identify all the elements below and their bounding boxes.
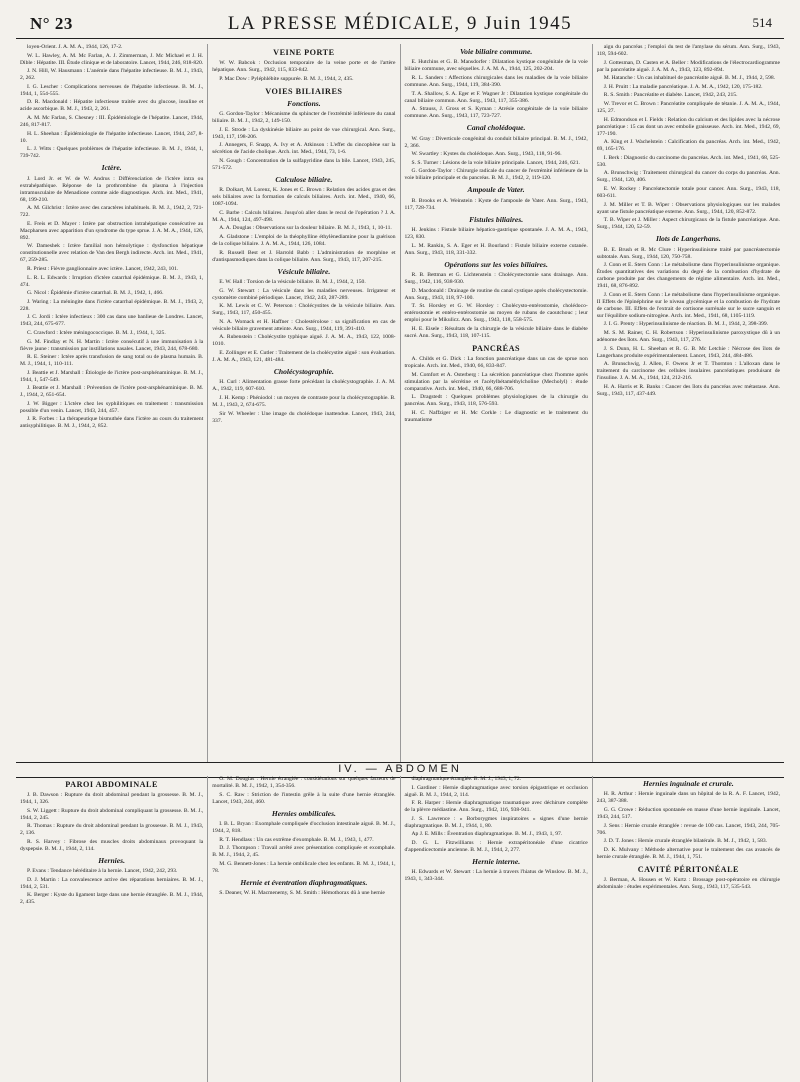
bibliography-entry: J. Beattie et J. Marshall : Prévention de l'ictère post-arsphénaminique. B. M. J., 1944, 2, 651-654. <box>20 385 204 399</box>
bibliography-entry: M. G. Bennett-Jones : La hernie ombilicale chez les enfants. B. M. J., 1944, 1, 78. <box>212 860 396 874</box>
bibliography-entry: A. Rubenstein : Cholécystite typhique aiguë. J. A. M. A., 1943, 122, 1008-1010. <box>212 334 396 348</box>
section-heading: VOIES BILIAIRES <box>265 86 343 96</box>
bibliography-entry: G. Gordon-Taylor : Mécanisme du sphincter de l'extrémité inférieure du canal biliaire. B. M. J., 1942, 2, 149-150. <box>212 111 396 124</box>
bibliography-entry: F. R. Harper : Hernie diaphragmatique traumatique avec déchirure complète de la plèvre médiastine. Ann. Surg., 1942, 116, 938-941. <box>404 800 588 814</box>
column-3 <box>401 776 593 1082</box>
bibliography-entry: D. K. Mulvany : Méthode alternative pour le traitement des cas avancés de hernie crurale étranglée. B. M. J., 1944, 1, 751. <box>596 846 780 860</box>
subsection-heading: Canal cholédoque. <box>466 123 526 133</box>
bibliography-entry: R. B. Bettman et G. Lichtenstein : Cholécystectomie sans drainage. Ann. Surg., 1942, 116, 938-930. <box>404 272 588 286</box>
bibliography-entry: J. D. T. Jones : Hernie crurale étranglée bilatérale. B. M. J., 1942, 1, 583. <box>603 838 768 845</box>
bibliography-entry: R. Russell Best et J. Harrold Babb : L'administration de morphine et d'antispasmodiques dans la colique biliaire. Ann. Surg., 1943, 117, 207-215. <box>212 249 396 263</box>
section-title: IV. — ABDOMEN <box>16 762 784 778</box>
column-1 <box>16 44 208 762</box>
bibliography-entry: H. C. Naffziger et H. Mc Corkle : Le diagnostic et le traitement du traumatisme <box>404 409 588 423</box>
bibliography-entry: A. Brunschwig, J. Allen, F. Owens Jr et T. Thornton : L'alloxan dans le traitement du carcinome des cellules insulaires pancréatiques produisant de l'insuline. J. A. M. A., 1944, 124, 212-216. <box>596 361 780 382</box>
subsection-heading: Ilots de Langerhans. <box>655 234 721 244</box>
bibliography-entry: A. Gladstone : L'emploi de la théophylline éthylènediamine pour la guérison de la colique biliaire. J. A. M. A., 1944, 126, 1084. <box>212 233 396 247</box>
journal-title: LA PRESSE MÉDICALE, 9 Juin 1945 <box>227 13 573 34</box>
section-heading: VEINE PORTE <box>273 48 335 57</box>
bibliography-entry: J. R. Forbes : La thérapeutique bismuthée dans l'ictère au cours du traitement antisyphilitique. B. M. J., 1944, 2, 852. <box>20 416 204 430</box>
bibliography-entry: M. Comfort et A. Osterberg : La sécrétion pancréatique chez l'homme après stimulation par la sécrétine et l'acétylbétaméthylcholine (Mecholyl) : étude comparative. Arch. int. Med., 1940, 66, 688-706. <box>404 371 588 392</box>
bibliography-entry: I. Gardiner : Hernie diaphragmatique avec torsion épigastrique et occlusion aiguë. B. M. J., 1944, 2, 114. <box>404 784 588 798</box>
bibliography-entry: G. Gordon-Taylor : Chirurgie radicale du cancer de l'extrémité inférieure de la voie biliaire principale et du pancréas. B. M. J., 1942, 2, 119-120. <box>404 168 588 182</box>
bibliography-entry: D. J. Martin : La convalescence active des réparations herniaires. B. M. J., 1944, 2, 531. <box>20 876 204 890</box>
bibliography-entry: W. W. Babcok : Occlusion temporaire de la veine porte et de l'artère hépatique. Ann. Surg., 1942, 115, 833-842. <box>212 60 396 73</box>
bibliography-entry: A. M. Mc Farlan, S. Chesney : III. Épidémiologie de l'hépatite. Lancet, 1944, 246, 817-817. <box>20 114 204 128</box>
bibliography-entry: J. Conn et E. Stern Conn : Le métabolisme dans l'hyperinsulinisme organique. Études quantitatives des variations du degré de la combustion d'hydrate de carbone produite par des changements de régime alimentaire. Arch. int. Med., 1941, 68, 876-892. <box>596 262 780 290</box>
bibliography-entry: H. Edwards et W. Stewart : La hernie à travers l'hiatus de Winslow. B. M. J., 1943, 1, 343-344. <box>404 869 588 883</box>
bibliography-entry: D. J. Thompson : Travail arrêté avec présentation compliquée et exomphale. B. M. J., 1944, 2, 45. <box>212 845 396 859</box>
column-4 <box>593 44 784 762</box>
bibliography-entry: J. Beattie et J. Marshall : Étiologie de l'ictère post-arsphénaminique. B. M. J., 1944, 1, 547-549. <box>20 369 204 383</box>
subsection-heading: Ampoule de Vater. <box>467 185 525 195</box>
bibliography-entry: R. S. Harvey : Fibrose des muscles droits abdominaux provoquant la dyspepsie. B. M. J., 1944, 2, 114. <box>20 838 204 852</box>
bibliography-entry: R. Priest : Fièvre ganglionnaire avec ictère. Lancet, 1942, 243, 101. <box>27 265 179 272</box>
bibliography-entry: S. C. Raw : Striction de l'intestin grêle à la suite d'une hernie étranglée. Lancet, 1943, 244, 460. <box>212 791 396 805</box>
bibliography-entry: R. Dolkart, M. Lorenz, K. Jones et C. Brown : Relation des acides gras et des sels biliaires avec la formation de calculs biliaires. Arch. int. Med., 1940, 66, 1087-1094. <box>212 187 396 208</box>
bibliography-entry: W. L. Hawley, A. M. Mc Farlan, A. J. Zimmerman, J. Mc Michael et J. H. Dible : Hépatite. III. Étude clinique et de laboratoire. Lancet, 1944, 246, 818-820. <box>20 52 204 66</box>
bibliography-entry: R. S. Smith : Pancréatite et diabète. Lancet, 1942, 243, 215. <box>603 92 738 99</box>
bibliography-entry: G. M. Findlay et N. H. Martin : Ictère consécutif à une immunisation à la fièvre jaune : transmission par instillations nasales. Lancet, 1943, 244, 678-680. <box>20 338 204 352</box>
bibliography-entry: J. Lord Jr. et W. de W. Andrus : Différenciation de l'ictère intra ou extrahépathique. Réponse de la prothrombine du plasma à l'injection intramusculaire de Menadione comme aide diagnostique. Arch. int. Med., 1941, 68, 199-210. <box>20 175 204 203</box>
bibliography-entry: J. W. Bigger : L'ictère chez les syphilitiques en traitement : transmission possible d'un venin. Lancet, 1943, 244, 457. <box>20 400 204 414</box>
bibliography-entry: J. H. Pruitt : La maladie pancréatique. J. A. M. A., 1942, 120, 175-182. <box>603 83 763 90</box>
bibliography-entry: E. Zollinger et E. Cutler : Traitement de la cholécystite aiguë : son évaluation. J. A. M. A., 1943, 121, 481-484. <box>212 349 396 363</box>
bibliography-entry: J. M. Miller et T. B. Wiper : Observations physiologiques sur les malades ayant une fistule pancréatique externe. Ann. Surg., 1944, 120, 852-872. <box>596 201 780 215</box>
bibliography-entry: loyen-Orient. J. A. M. A., 1944, 126, 17-2. <box>27 44 123 50</box>
subsection-heading: Hernie interne. <box>472 856 521 866</box>
subsection-heading: Hernies inguinale et crurale. <box>643 779 734 788</box>
bibliography-entry: D. Macdonald : Drainage de routine du canal cystique après cholécystectomie. Ann. Surg., 1943, 118, 97-100. <box>404 287 588 301</box>
subsection-heading: Vésicule biliaire. <box>277 266 331 276</box>
bibliography-entry: J. H. Kemp : Phéniodol : un moyen de contraste pour la cholécystographie. B. M. J., 1943, 2, 674-675. <box>212 394 396 408</box>
subsection-heading: Hernies. <box>98 855 126 865</box>
bottom-columns <box>16 776 784 1082</box>
bibliography-entry: T. B. Wiper et J. Miller : Aspect chirurgicaux de la fistule pancréatique. Ann. Surg., 1944, 120, 52-59. <box>596 217 780 231</box>
section-heading: PAROI ABDOMINALE <box>65 780 158 789</box>
bibliography-entry: T. A. Shallow, S. A. Eger et F. Wagner Jr : Dilatation kystique congénitale du canal biliaire commun. Ann. Surg., 1943, 117, 355-386. <box>404 90 588 104</box>
bibliography-entry: G. Nicol : Épidémie d'ictère catarrhal. B. M. J., 1942, 1, 466. <box>27 290 164 297</box>
bibliography-entry: O. M. Douglas : Hernie étranglée : considérations sur quelques facteurs de mortalité. B. M. J., 1942, 1, 354-356. <box>212 776 396 789</box>
subsection-heading: Calculose biliaire. <box>275 174 333 184</box>
bibliography-entry: H. A. Harris et R. Banks : Cancer des îlots du pancréas avec métastase. Ann. Surg., 1943, 117, 437-449. <box>596 383 780 397</box>
bibliography-entry: M. S. M. Rainer, C. H. Robertson : Hyperinsulinisme paroxystique dû à un adénome des îlots. Ann. Surg., 1943, 117, 276. <box>596 329 780 343</box>
bibliography-entry: E. W. Rockey : Pancréatectomie totale pour cancer. Ann. Surg., 1943, 118, 603-611. <box>596 185 780 199</box>
bibliography-entry: C. Barbe : Calculs biliaires. Jusqu'où aller dans le recul de l'opération ? J. A. M. A., 1944, 124, 497-498. <box>212 209 396 223</box>
bibliography-entry: L. R. L. Edwards : Irruption d'ictère catarrhal épidémique. B. M. J., 1943, 1, 474. <box>20 274 204 288</box>
bibliography-entry: B. Brooks et A. Weinstein : Kyste de l'ampoule de Vater. Ann. Surg., 1943, 117, 728-734. <box>404 197 588 211</box>
bibliography-entry: J. S. Lawrence : « Borborygmes inspiratoires » signes d'une hernie diaphragmatique. B. M. J., 1944, 1, 80. <box>404 815 588 829</box>
bibliography-entry: K. M. Lewis et C. W. Peterson : Cholécystites de la vésicule biliaire. Ann. Surg., 1943, 117, 450-455. <box>212 303 396 317</box>
bibliography-entry: J. Conn et E. Stern Conn : Le métabolisme dans l'hyperinsulinisme organique. II Effets de l'épinéphrine sur le niveau glycémique et la combustion de l'hydrate de carbone. III. Effets de l'extrait de cortisone surrénale sur le sucre sanguin et sur l'équilibre sodium-nitrogène. Arch. int. Med., 1941, 68, 1105-1119. <box>596 291 780 319</box>
column-3 <box>401 44 593 762</box>
top-columns <box>16 44 784 762</box>
bibliography-entry: A. King et J. Wachelstein : Calcification du pancréas. Arch. int. Med., 1942, 69, 165-176. <box>596 139 780 153</box>
bibliography-entry: J. B. Dawson : Rupture du droit abdominal pendant la grossesse. B. M. J., 1944, 1, 326. <box>20 792 204 805</box>
bibliography-entry: T. St. Horsley et G. W. Horsley : Cholécysto-entérostomie, cholédoco-entérostomie et entéro-entérostomie au moyen de rubans de caoutchouc ; leur emploi pour le Mikulicz. Ann. Surg., 1943, 118, 558-575. <box>404 303 588 324</box>
bibliography-entry: R. T. Hendlass : Un cas extrême d'exomphale. B. M. J., 1943, 1, 477. <box>219 836 374 843</box>
folio: 514 <box>752 15 772 30</box>
bibliography-entry: H. Edmondson et I. Fields : Relation du calcium et des lipides avec la nécrose pancréatique : 15 cas dont un avec embolie graisseuse. Arch. int. Med., 1942, 69, 177-190. <box>596 116 780 137</box>
subsection-heading: Ictère. <box>101 163 122 173</box>
bibliography-entry: W. Gray : Diverticule congénital du conduit biliaire principal. B. M. J., 1942, 2, 366. <box>404 135 588 149</box>
bibliography-entry: J. Gottesman, D. Casten et A. Beller : Modifications de l'électrocardiogramme par la pancréatite aiguë. J. A. M. A., 1943, 123, 892-894. <box>596 59 780 73</box>
bibliography-entry: A. Brunschwig : Traitement chirurgical du cancer du corps du pancréas. Ann. Surg., 1944, 120, 406. <box>596 170 780 184</box>
section-heading: CAVITÉ PÉRITONÉALE <box>637 864 740 874</box>
bibliography-entry: N. Gough : Concentration de la sulfapyridine dans la bile. Lancet, 1943, 245, 571-572. <box>212 157 396 171</box>
bibliography-entry: R. E. Steiner : Ictère après transfusion de sang total ou de plasma humain. B. M. J., 1944, 1, 110-111. <box>20 354 204 368</box>
bibliography-entry: J. Berman, A. Housen et W. Kurtz : Brossage post-opératoire en chirurgie abdominale : études expérimentales. Ann. Surg., 1943, 117, 535-543. <box>596 876 780 890</box>
bibliography-entry: J. Annegers, F. Snapp, A. Ivy et A. Atkinson : L'effet du cincophène sur la sécrétion de l'acide cholique. Arch. int. Med., 1944, 73, 1-6. <box>212 142 396 156</box>
bibliography-entry: aigu du pancréas ; l'emploi du test de l'amylase du sérum. Ann. Surg., 1943, 118, 594-602. <box>596 44 780 57</box>
bibliography-entry: J. Sens : Hernie crurale étranglée : revue de 100 cas. Lancet, 1943, 244, 705-706. <box>596 822 780 836</box>
column-4 <box>593 776 784 1082</box>
bibliography-entry: W. Trevor et C. Brown : Pancréatite compliquée de tétanie. J. A. M. A., 1944, 125, 27. <box>596 100 780 114</box>
bibliography-entry: S. W. Liggett : Rupture du droit abdominal compliquant la grossesse. B. M. J., 1944, 2, 245. <box>20 807 204 821</box>
page-number: N° 23 <box>30 14 73 33</box>
bibliography-entry: K. Berger : Kyste du ligament large dans une hernie étranglée. B. M. J., 1944, 2, 435. <box>20 892 204 906</box>
subsection-heading: Hernies ombilicales. <box>271 808 336 818</box>
bibliography-entry: I. G. Lescher : Complications nerveuses de l'hépatite infectieuse. B. M. J., 1944, 1, 554-555. <box>20 83 204 97</box>
bibliography-entry: L. Dragstedt : Quelques problèmes physiologiques de la chirurgie du pancréas. Ann. Surg., 1943, 118, 576-593. <box>404 394 588 408</box>
bibliography-entry: A. Strauss, J. Gross et S. Kyman : Atrésie congénitale de la voie biliaire commune. Ann. Surg., 1943, 117, 723-727. <box>404 106 588 120</box>
bibliography-entry: D. G. L. Fitzwilliams : Hernie extrapéritonéale d'une cicatrice d'appendicectomie ancienne. B. M. J., 1944, 2, 277. <box>404 839 588 853</box>
bibliography-entry: S. S. Turner : Lésions de la voie biliaire principale. Lancet, 1944, 246, 621. <box>411 159 580 166</box>
bibliography-entry: J. C. Jordi : Ictère infectieux : 300 cas dans une banlieue de Londres. Lancet, 1943, 244, 675-677. <box>20 314 204 328</box>
bibliography-entry: G. W. Stewart : La vésicule dans les maladies nerveuses. Irrigateur et cystomètre combiné périodique. Lancet, 1942, 243, 287-289. <box>212 287 396 301</box>
bibliography-entry: I. Berk : Diagnostic du carcinome du pancréas. Arch. int. Med., 1941, 68, 525-530. <box>596 154 780 168</box>
bibliography-entry: J. Waring : La méningite dans l'ictère catarrhal épidémique. B. M. J., 1943, 2, 228. <box>20 298 204 312</box>
bibliography-entry: Ap J. E. Mills : Éventration diaphragmatique. B. M. J., 1943, 1, 97. <box>411 831 563 838</box>
subsection-heading: Fistules biliaires. <box>469 214 524 224</box>
bibliography-entry: A. M. Gilchrist : Ictère avec des caractères inhabituels. B. M. J., 1942, 2, 721-722. <box>20 205 204 219</box>
column-2 <box>208 776 400 1082</box>
bibliography-entry: L. M. Rankin, S. A. Eger et H. Bourland : Fistule biliaire externe cutanée. Ann. Surg., 1943, 118, 331-332. <box>404 242 588 256</box>
bibliography-entry: P. Mac Dow : Pyléphlébite suppurée. B. M. J., 1944, 2, 435. <box>219 75 354 82</box>
bibliography-entry: C. Crawford : Ictère méningococcique. B. M. J., 1944, 1, 325. <box>27 329 166 336</box>
bibliography-entry: M. Hatanche : Un cas inhabituel de pancréatite aiguë. B. M. J., 1944, 2, 598. <box>603 75 776 82</box>
bibliography-entry: diaphragmatique étranglée. B. M. J., 1943, 1, 72. <box>411 776 522 782</box>
section-heading: PANCRÉAS <box>472 343 521 353</box>
bibliography-entry: J. N. Hill, W. Hausmann : L'anémie dans l'hépatite infectieuse. B. M. J., 1943, 2, 262. <box>20 68 204 82</box>
bibliography-entry: H. E. Eisele : Résultats de la chirurgie de la vésicule biliaire dans le diabète sucré. Ann. Surg., 1943, 118, 107-115. <box>404 325 588 339</box>
bibliography-entry: N. A. Womack et H. Haffner : Cholestérolose : sa signification en cas de vésicule biliaire gravement atteinte. Ann. Surg., 1944, 119, 391-410. <box>212 318 396 332</box>
subsection-heading: Voie biliaire commune. <box>459 47 533 56</box>
bibliography-entry: A. Childs et G. Dick : La fonction pancréatique dans un cas de sprue non tropicale. Arch. int. Med., 1940, 66, 833-847. <box>404 355 588 369</box>
bibliography-entry: E. Freis et D. Mayer : Ictère par obstruction intrahépatique consécutive au Macpharsen avec apparition d'un syndrome du type sprue. J. A. M. A., 1944, 126, 892. <box>20 220 204 241</box>
bibliography-entry: H. R. Arthur : Hernie inguinale dans un hôpital de la R. A. F. Lancet, 1942, 243, 387-388. <box>596 791 780 805</box>
bibliography-entry: J. E. Strode : La dyskinésie biliaire au point de vue chirurgical. Ann. Surg., 1943, 117, 198-206. <box>212 126 396 140</box>
subsection-heading: Opérations sur les voies biliaires. <box>444 259 548 269</box>
bibliography-entry: W. Dameshek : Ictère familial non hémolytique : dysfonction hépatique constitutionnelle avec relation de Van den Bergh indirecte. Arch. int. Med., 1941, 67, 259-285. <box>20 243 204 264</box>
bibliography-entry: H. Curl : Alimentation grasse forte précédant la cholécystographie. J. A. M. A., 1942, 119, 607-610. <box>212 379 396 393</box>
bibliography-entry: I. B. L. Bryan : Exomphale compliquée d'occlusion intestinale aiguë. B. M. J., 1944, 2, 818. <box>212 821 396 834</box>
bibliography-entry: P. Evans : Tendance héréditaire à la hernie. Lancet, 1942, 242, 293. <box>27 868 178 875</box>
bibliography-entry: G. G. Crowe : Réduction spontanée en masse d'une hernie inguinale. Lancet, 1943, 244, 517. <box>596 807 780 820</box>
bibliography-entry: J. S. Dunn, H. L. Sheehan et R. G. B. Mc Letchie : Nécrose des îlots de Langerhans produite expérimentalement. Lancet, 1943, 244, 484-486. <box>596 345 780 359</box>
bibliography-entry: L. J. Witts : Quelques problèmes de l'hépatite infectieuse. B. M. J., 1944, 1, 739-742. <box>20 146 204 160</box>
page-header <box>16 12 784 39</box>
column-2 <box>208 44 400 762</box>
bibliography-entry: E. W. Hall : Torsion de la vésicule biliaire. B. M. J., 1944, 2, 150. <box>219 278 366 285</box>
column-1 <box>16 776 208 1082</box>
subsection-heading: Fonctions. <box>287 98 321 108</box>
bibliography-entry: R. L. Sanders : Affections chirurgicales dans les maladies de la voie biliaire commune. Ann. Surg., 1944, 119, 384-390. <box>404 75 588 88</box>
bibliography-entry: Sir W. Wheeler : Une image du cholédoque inattendue. Lancet, 1943, 244, 337. <box>212 410 396 424</box>
bibliography-entry: W. Swartley : Kystes du cholédoque. Ann. Surg., 1943, 118, 91-96. <box>411 151 562 158</box>
bibliography-entry: S. Deaner, W. H. Macmenemy, S. M. Smith : Hémothorax dû à une hernie <box>219 890 385 897</box>
bibliography-entry: R. Thomas : Rupture du droit abdominal pendant la grossesse. B. M. J., 1943, 2, 136. <box>20 823 204 837</box>
bibliography-entry: D. R. Macdonald : Hépatite infectieuse traitée avec du glucose, insuline et acide ascorbique. B. M. J., 1943, 2, 261. <box>20 99 204 113</box>
subsection-heading: Hernie et éventration diaphragmatiques. <box>240 877 368 887</box>
bibliography-entry: H. L. Sheehan : Épidémiologie de l'hépatite infectieuse. Lancet, 1944, 247, 8-10. <box>20 130 204 144</box>
subsection-heading: Cholécystographie. <box>273 366 334 376</box>
bibliography-entry: J. I. G. Prenty : Hyperinsulinisme de réaction. B. M. J., 1944, 2, 398-399. <box>603 321 769 328</box>
bibliography-entry: A. A. Douglas : Observations sur la douleur biliaire. B. M. J., 1943, 1, 10-11. <box>219 225 392 232</box>
bibliography-entry: E. Hutchins et G. B. Mansdorfer : Dilatation kystique congénitale de la voie biliaire commune, avec séquelles. J. A. M. A., 1944, 125, 202-204. <box>404 59 588 73</box>
bibliography-entry: H. Jenkins : Fistule biliaire hépatico-gastrique spontanée. J. A. M. A., 1943, 123, 830. <box>404 227 588 241</box>
bibliography-entry: B. E. Brush et R. Mc Clure : Hyperinsulinisme traité par pancréatectomie subtotale. Ann. Surg., 1944, 120, 750-758. <box>596 246 780 260</box>
